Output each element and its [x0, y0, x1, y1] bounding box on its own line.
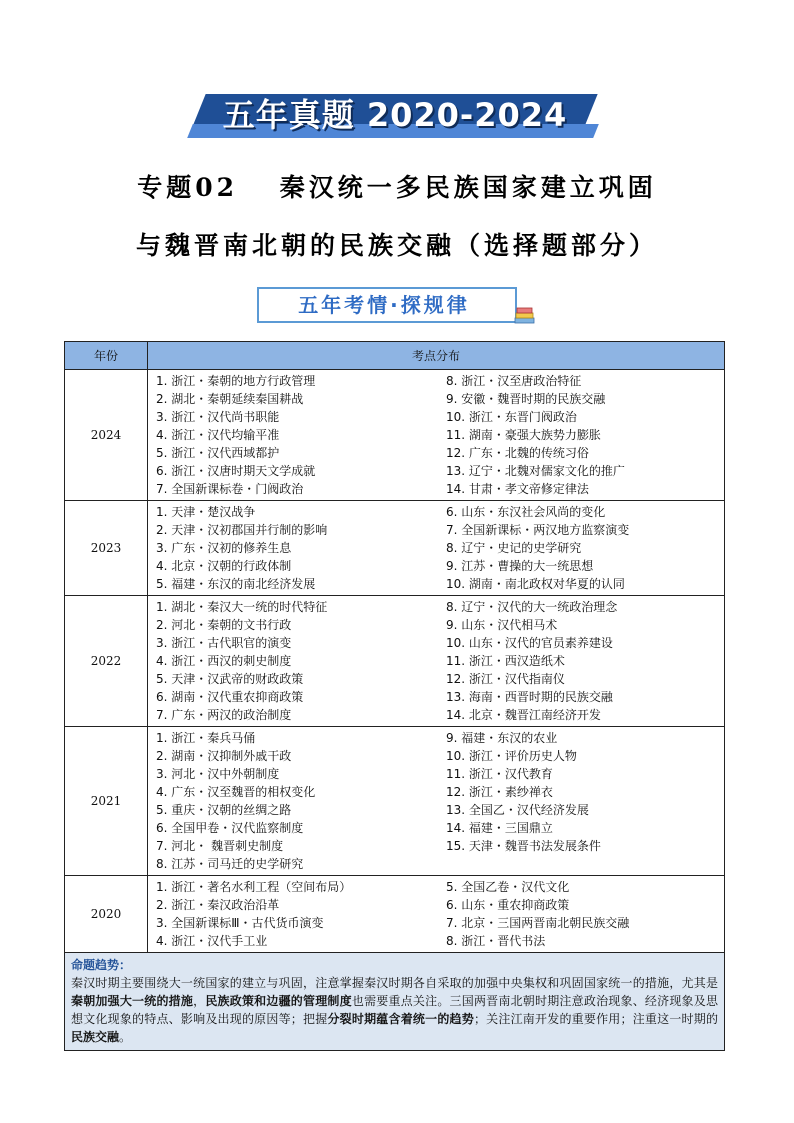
title-banner [190, 94, 600, 142]
topic-item: 2. 湖北・秦朝延续秦国耕战 [156, 392, 304, 406]
year-cell: 2020 [65, 876, 148, 953]
summary-row [65, 953, 725, 1051]
topic-item: 10. 浙江・评价历史人物 [446, 749, 577, 763]
topic-item: 13. 全国乙・汉代经济发展 [446, 803, 589, 817]
topics-cell [148, 727, 725, 876]
topic-item: 8. 浙江・汉至唐政治特征 [446, 374, 582, 388]
topic-item: 1. 浙江・著名水利工程（空间布局） [156, 880, 352, 894]
summary-text [71, 974, 718, 1046]
topics-column-left [156, 372, 440, 498]
summary-segment: 也需要重点关注。三国两晋南北朝时期注意政治现象、经济现象及思想文化现象的特点、影响及出现的原因等；把握 [71, 994, 718, 1026]
topic-item: 9. 安徽・魏晋时期的民族交融 [446, 392, 606, 406]
summary-label: 命题趋势： [71, 958, 132, 972]
topic-item: 7. 全国新课标卷・门阀政治 [156, 482, 304, 496]
topics-cell [148, 370, 725, 501]
topic-item: 14. 甘肃・孝文帝修定律法 [446, 482, 589, 496]
summary-segment: 秦汉时期主要围绕大一统国家的建立与巩固，注意掌握秦汉时期各自采取的加强中央集权和巩固国家统一的措施，尤其是 [71, 976, 718, 990]
topic-item: 4. 浙江・汉代手工业 [156, 934, 268, 948]
topic-item: 5. 全国乙卷・汉代文化 [446, 880, 570, 894]
summary-emphasis: 秦朝加强大一统的措施 [71, 994, 194, 1008]
topic-item: 1. 天津・楚汉战争 [156, 505, 256, 519]
topics-column-left [156, 729, 440, 873]
table-row [65, 727, 725, 876]
topic-item: 6. 山东・重农抑商政策 [446, 898, 570, 912]
topic-item: 3. 浙江・汉代尚书职能 [156, 410, 280, 424]
summary-segment: ；关注江南开发的重要作用；注重这一时期的 [473, 1012, 718, 1026]
header-year: 年份 [65, 342, 148, 370]
year-cell: 2022 [65, 596, 148, 727]
topics-column-left [156, 598, 440, 724]
topic-item: 7. 广东・两汉的政治制度 [156, 708, 292, 722]
topic-item: 7. 河北・ 魏晋刺史制度 [156, 839, 284, 853]
topic-item: 2. 天津・汉初郡国并行制的影响 [156, 523, 328, 537]
topic-item: 4. 广东・汉至魏晋的相权变化 [156, 785, 316, 799]
year-cell: 2021 [65, 727, 148, 876]
topic-item: 4. 浙江・汉代均输平准 [156, 428, 280, 442]
topic-item: 6. 湖南・汉代重农抑商政策 [156, 690, 304, 704]
topics-cell [148, 876, 725, 953]
topic-item: 5. 福建・东汉的南北经济发展 [156, 577, 316, 591]
summary-segment: ， [193, 994, 206, 1008]
topics-column-right [440, 372, 724, 498]
topic-item: 9. 山东・汉代相马术 [446, 618, 558, 632]
topic-item: 1. 浙江・秦兵马俑 [156, 731, 256, 745]
summary-emphasis: 分裂时期蕴含着统一的趋势 [327, 1012, 474, 1026]
topic-item: 9. 福建・东汉的农业 [446, 731, 558, 745]
table-row [65, 501, 725, 596]
table-header-row [65, 342, 725, 370]
topic-item: 11. 湖南・豪强大族势力膨胀 [446, 428, 601, 442]
topics-column-right [440, 503, 724, 593]
summary-emphasis: 民族交融 [71, 1030, 120, 1044]
topics-column-left [156, 878, 440, 950]
topic-item: 8. 辽宁・史记的史学研究 [446, 541, 582, 555]
section-label-box [257, 287, 517, 323]
topic-item: 5. 重庆・汉朝的丝绸之路 [156, 803, 292, 817]
topic-title-line2: 与魏晋南北朝的民族交融（选择题部分） [135, 231, 658, 260]
year-cell: 2023 [65, 501, 148, 596]
topic-item: 1. 湖北・秦汉大一统的时代特征 [156, 600, 328, 614]
topics-cell [148, 501, 725, 596]
topic-item: 5. 天津・汉武帝的财政政策 [156, 672, 304, 686]
header-topics: 考点分布 [148, 342, 725, 370]
topic-item: 3. 广东・汉初的修养生息 [156, 541, 292, 555]
topic-item: 2. 河北・秦朝的文书行政 [156, 618, 292, 632]
topic-item: 11. 浙江・西汉造纸术 [446, 654, 565, 668]
topic-item: 14. 北京・魏晋江南经济开发 [446, 708, 601, 722]
topic-item: 6. 全国甲卷・汉代监察制度 [156, 821, 304, 835]
topics-cell [148, 596, 725, 727]
topic-item: 3. 河北・汉中外朝制度 [156, 767, 280, 781]
topic-item: 14. 福建・三国鼎立 [446, 821, 553, 835]
topic-item: 3. 全国新课标Ⅲ・古代货币演变 [156, 916, 324, 930]
topic-item: 2. 湖南・汉抑制外戚干政 [156, 749, 292, 763]
topic-item: 1. 浙江・秦朝的地方行政管理 [156, 374, 316, 388]
topic-item: 11. 浙江・汉代教育 [446, 767, 553, 781]
topic-item: 8. 浙江・晋代书法 [446, 934, 546, 948]
topic-item: 6. 山东・东汉社会风尚的变化 [446, 505, 606, 519]
topics-column-right [440, 598, 724, 724]
table-row [65, 370, 725, 501]
topic-item: 10. 山东・汉代的官员素养建设 [446, 636, 613, 650]
summary-segment: 。 [119, 1030, 132, 1044]
topic-item: 10. 浙江・东晋门阀政治 [446, 410, 577, 424]
topic-item: 9. 江苏・曹操的大一统思想 [446, 559, 594, 573]
topic-item: 15. 天津・魏晋书法发展条件 [446, 839, 601, 853]
summary-emphasis: 民族政策和边疆的管理制度 [205, 994, 352, 1008]
topic-item: 2. 浙江・秦汉政治沿革 [156, 898, 280, 912]
topics-column-right [440, 878, 724, 950]
topic-item: 12. 广东・北魏的传统习俗 [446, 446, 589, 460]
topic-item: 13. 辽宁・北魏对儒家文化的推广 [446, 464, 625, 478]
topic-item: 12. 浙江・汉代指南仪 [446, 672, 565, 686]
topic-item: 10. 湖南・南北政权对华夏的认同 [446, 577, 625, 591]
exam-topics-table [64, 341, 725, 1051]
table-row [65, 596, 725, 727]
topic-item: 6. 浙江・汉唐时期天文学成就 [156, 464, 316, 478]
topic-item: 4. 北京・汉朝的行政体制 [156, 559, 292, 573]
topics-column-left [156, 503, 440, 593]
topic-item: 4. 浙江・西汉的刺史制度 [156, 654, 292, 668]
topic-item: 13. 海南・西晋时期的民族交融 [446, 690, 613, 704]
summary-cell [65, 953, 725, 1051]
year-cell: 2024 [65, 370, 148, 501]
topic-item: 5. 浙江・汉代西域都护 [156, 446, 280, 460]
topics-column-right [440, 729, 724, 873]
table-row [65, 876, 725, 953]
topic-item: 8. 辽宁・汉代的大一统政治理念 [446, 600, 618, 614]
banner-title: 五年真题 2020-2024 [222, 96, 568, 134]
topic-item: 3. 浙江・古代职官的演变 [156, 636, 292, 650]
topic-item: 8. 江苏・司马迁的史学研究 [156, 857, 304, 871]
topic-item: 12. 浙江・素纱禅衣 [446, 785, 553, 799]
topic-title-line1: 专题02 秦汉统一多民族国家建立巩固 [137, 173, 657, 202]
topic-item: 7. 北京・三国两晋南北朝民族交融 [446, 916, 630, 930]
topic-item: 7. 全国新课标・两汉地方监察演变 [446, 523, 630, 537]
books-icon [514, 305, 536, 325]
section-label: 五年考情·探规律 [298, 293, 470, 317]
